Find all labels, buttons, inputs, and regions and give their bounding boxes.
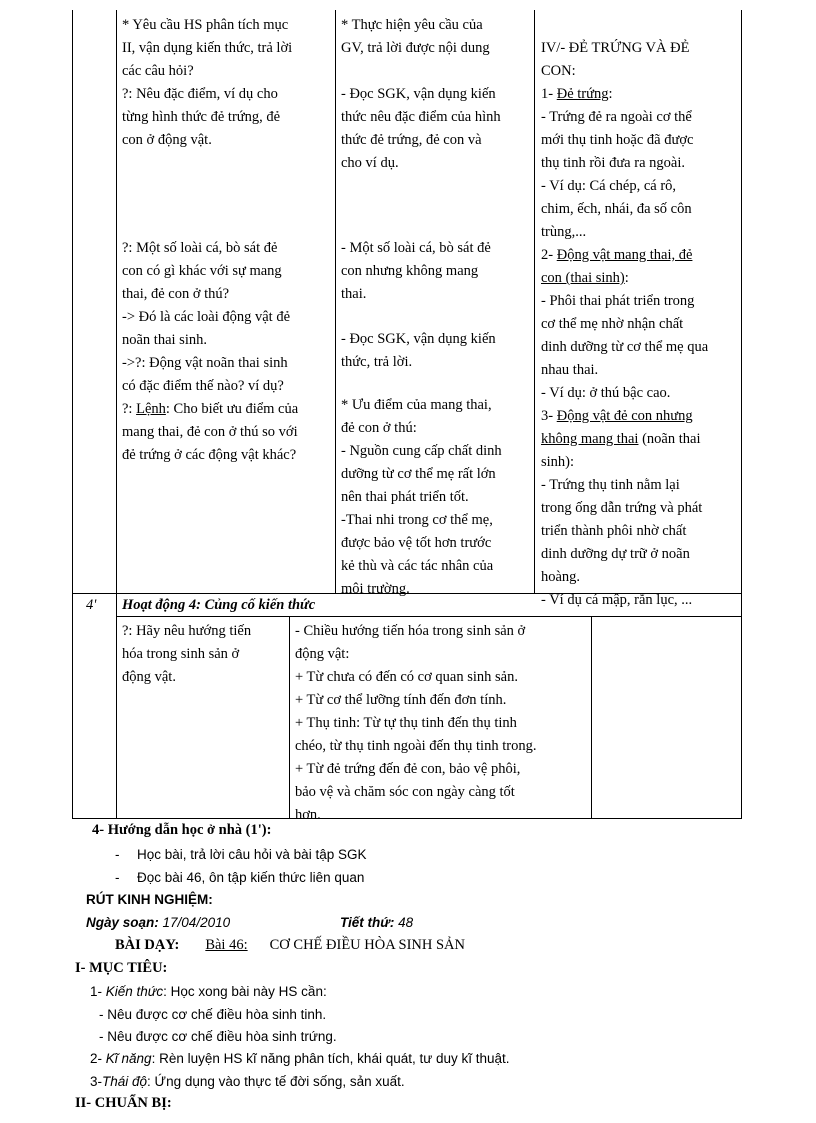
student-answer-1: - Đọc SGK, vận dụng kiến thức nêu đặc điểm của hình thức đẻ trứng, đẻ con và cho ví dụ. [341,86,501,171]
table1-left-border [72,10,73,593]
table1-col-divider-2 [335,10,336,593]
teacher-activity-cell: * Yêu cầu HS phân tích mục II, vận dụng kiến thức, trả lời các câu hỏi? ?: Nêu đặc điểm, ví dụ cho từng hình thức đẻ trứng, đẻ con ở động vật. [122,17,293,148]
objectives-heading: I- MỤC TIÊU: [75,960,168,976]
table2-time-divider [116,593,117,819]
objective-knowledge-item-1: - Nêu được cơ chế điều hòa sinh tinh. [99,1007,327,1022]
consolidation-question: ?: Hãy nêu hướng tiến hóa trong sinh sản ở động vật. [122,623,252,685]
table2-col-divider-1 [289,616,290,819]
student-answer-3: - Đọc SGK, vận dụng kiến thức, trả lời. [341,331,496,370]
teacher-question-viviparous: ?: Một số loài cá, bò sát đẻ con có gì khác với sự mang thai, đẻ con ở thú? -> Đó là các loài động vật đẻ noãn thai sinh. ->?: Động vật noãn thai sinh có đặc điểm thế nào? ví dụ? ?: Lệnh: Cho biết ưu điểm của mang thai, đẻ con ở thú so với đẻ trứng ở các động vật khác? [122,240,299,463]
table2-col-divider-2 [591,616,592,819]
time-label: 4' [86,597,97,613]
section-heading: IV/- ĐẺ TRỨNG VÀ ĐẺ [541,40,690,56]
homework-heading: 4- Hướng dẫn học ở nhà (1'): [92,822,272,838]
student-answer-2: - Một số loài cá, bò sát đẻ con nhưng không mang thai. [341,240,491,302]
objective-attitude: 3-Thái độ: Ứng dụng vào thực tế đời sống, sản xuất. [90,1074,405,1089]
period-number: Tiết thứ: 48 [340,915,414,930]
objective-knowledge-item-2: - Nêu được cơ chế điều hòa sinh trứng. [99,1029,337,1044]
objective-skill: 2- Kĩ năng: Rèn luyện HS kĩ năng phân tích, khái quát, tư duy kĩ thuật. [90,1051,510,1066]
homework-item-1: - Học bài, trả lời câu hỏi và bài tập SGK [115,847,367,862]
table1-col-divider-1 [116,10,117,593]
consolidation-answer: - Chiều hướng tiến hóa trong sinh sản ở động vật: + Từ chưa có đến có cơ quan sinh sản. + Từ cơ thể lưỡng tính đến đơn tính. + Thụ tinh: Từ tự thụ tinh đến thụ tinh chéo, từ thụ tinh ngoài đến thụ tinh trong. + Từ đẻ trứng đến đẻ con, bảo vệ phôi, bảo vệ và chăm sóc con ngày càng tốt hơn. [295,623,537,823]
student-answer-4: * Ưu điểm của mang thai, đẻ con ở thú: - Nguồn cung cấp chất dinh dưỡng từ cơ thể mẹ rất lớn nên thai phát triển tốt. -Thai nhi trong cơ thể mẹ, được bảo vệ tốt hơn trước kẻ thù và các tác nhân của môi trường. [341,397,502,597]
table2-left-border [72,593,73,819]
activity-title: Hoạt động 4: Củng cố kiến thức [122,597,316,613]
lesson-title-line: BÀI DẠY: Bài 46: CƠ CHẾ ĐIỀU HÒA SINH SẢN [115,937,465,953]
table1-col-divider-3 [534,10,535,593]
experience-heading: RÚT KINH NGHIỆM: [86,892,213,907]
preparation-heading: II- CHUẨN BỊ: [75,1095,172,1111]
table2-right-border [741,593,742,819]
content-cell: IV/- ĐẺ TRỨNG VÀ ĐẺ CON: 1- Đẻ trứng: - Trứng đẻ ra ngoài cơ thể mới thụ tinh hoặc đã được thụ tinh rồi đưa ra ngoài. - Ví dụ: Cá chép, cá rô, chim, ếch, nhái, đa số côn trùng,... 2- Động vật mang thai, đẻ con (thai sinh): - Phôi thai phát triển trong cơ thể mẹ nhờ nhận chất dinh dưỡng từ cơ thể mẹ qua nhau thai. - Ví dụ: ở thú bậc cao. 3- Động vật đẻ con nhưng không mang thai (noãn thai sinh): - Trứng thụ tinh nằm lại trong ống dẫn trứng và phát triển thành phôi nhờ chất dinh dưỡng dự trữ ở noãn hoàng. - Ví dụ cá mập, rắn lục, ... [541,37,738,612]
student-activity-cell: * Thực hiện yêu cầu của GV, trả lời được nội dung [341,17,490,56]
homework-item-2: - Đọc bài 46, ôn tập kiến thức liên quan [115,870,365,885]
table1-right-border [741,10,742,593]
objective-knowledge: 1- Kiến thức: Học xong bài này HS cần: [90,984,327,999]
prep-date: Ngày soạn: 17/04/2010 [86,915,231,930]
